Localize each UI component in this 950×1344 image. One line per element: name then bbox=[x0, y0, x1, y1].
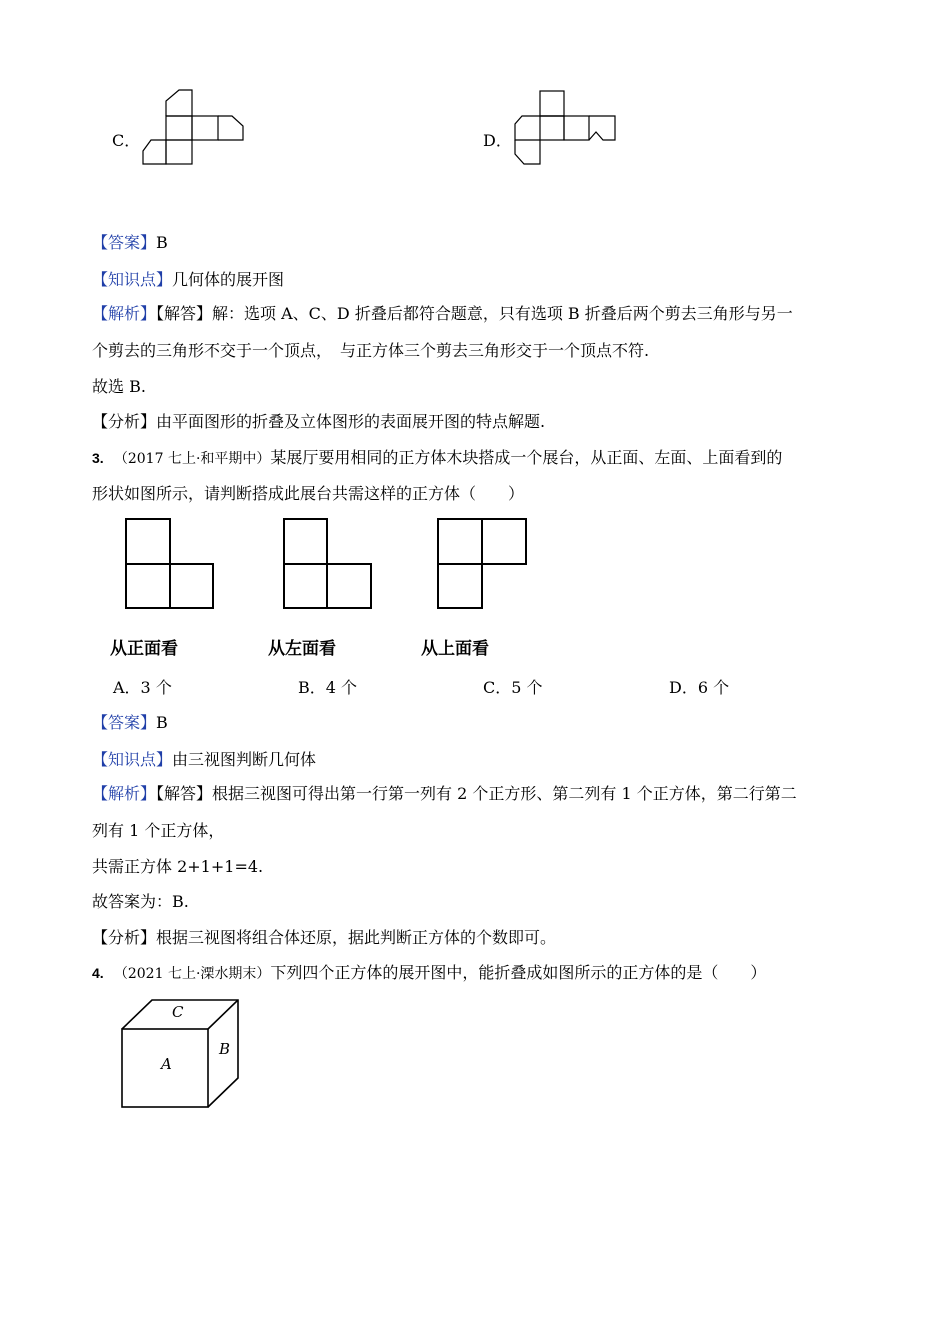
left-view-label: 从左面看 bbox=[268, 639, 336, 659]
q3-stem-line1: 3. （2017 七上·和平期中）某展厅要用相同的正方体木块搭成一个展台，从正面、左面、上面看到的 bbox=[92, 448, 783, 467]
q3-option-c: C．5 个 bbox=[483, 678, 543, 697]
top-view-label: 从上面看 bbox=[421, 639, 489, 659]
q3-option-b: B．4 个 bbox=[298, 678, 358, 697]
q3-answer: 【答案】B bbox=[92, 713, 168, 732]
cube-face-top-label: C bbox=[172, 1003, 184, 1021]
q3-option-d: D．6 个 bbox=[669, 678, 730, 697]
q4-stem: 4. （2021 七上·溧水期末）下列四个正方体的展开图中，能折叠成如图所示的正方体的是（ ） bbox=[92, 963, 767, 982]
q3-option-a: A．3 个 bbox=[113, 678, 172, 697]
q2-answer: 【答案】B bbox=[92, 233, 168, 252]
option-d-label: D． bbox=[483, 131, 512, 150]
q3-analysis-line1: 【解析】【解答】根据三视图可得出第一行第一列有 2 个正方形、第二列有 1 个正方体，第二行第二 bbox=[92, 784, 797, 803]
q2-analysis-line1: 【解析】【解答】解：选项 A、C、D 折叠后都符合题意，只有选项 B 折叠后两个剪去三角形与另一 bbox=[92, 304, 793, 323]
cube-face-right-label: B bbox=[219, 1040, 231, 1058]
q2-summary: 【分析】由平面图形的折叠及立体图形的表面展开图的特点解题. bbox=[92, 412, 546, 431]
q3-analysis-line2: 列有 1 个正方体， bbox=[92, 821, 225, 840]
q2-knowledge: 【知识点】几何体的展开图 bbox=[92, 270, 285, 289]
q3-summary: 【分析】根据三视图将组合体还原，据此判断正方体的个数即可。 bbox=[92, 928, 557, 947]
q2-analysis-line3: 故选 B. bbox=[92, 377, 146, 396]
q3-knowledge: 【知识点】由三视图判断几何体 bbox=[92, 750, 317, 769]
front-view-label: 从正面看 bbox=[110, 639, 178, 659]
q3-analysis-line3: 共需正方体 2+1+1=4. bbox=[92, 857, 264, 876]
option-c-label: C． bbox=[112, 131, 141, 150]
q3-analysis-line4: 故答案为：B. bbox=[92, 892, 189, 911]
q3-stem-line2: 形状如图所示，请判断搭成此展台共需这样的正方体（ ） bbox=[92, 484, 525, 503]
q2-analysis-line2: 个剪去的三角形不交于一个顶点， 与正方体三个剪去三角形交于一个顶点不符. bbox=[92, 341, 650, 360]
cube-face-front-label: A bbox=[161, 1055, 172, 1073]
